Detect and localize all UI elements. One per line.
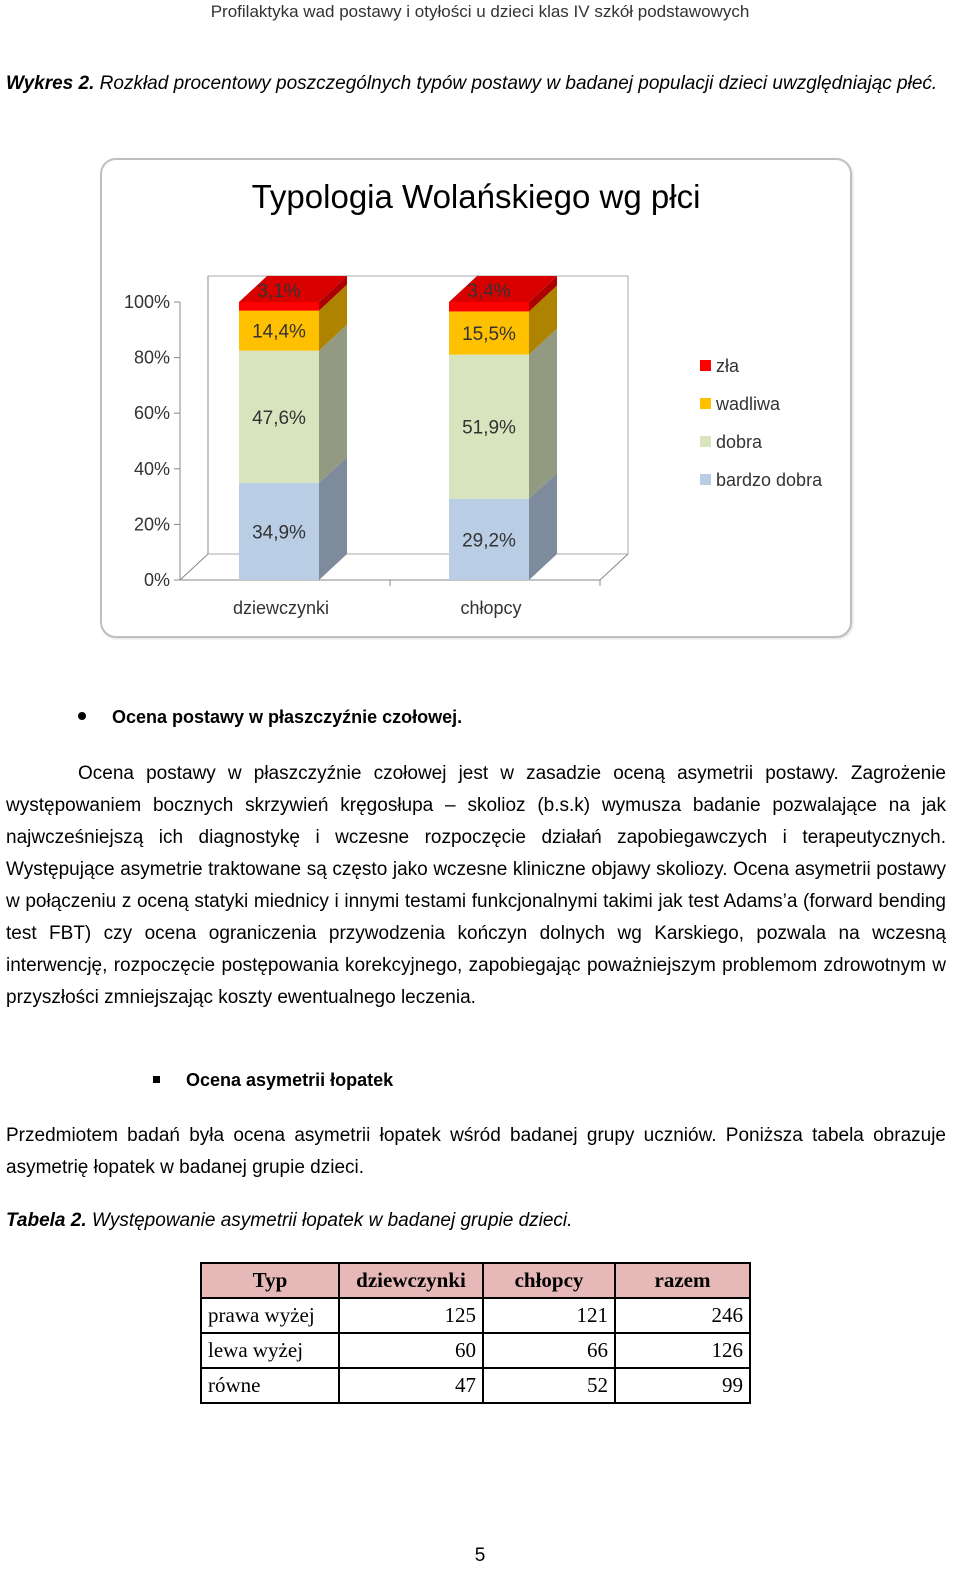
data-label: 3,1%: [257, 281, 301, 302]
data-label: 3,4%: [467, 281, 511, 302]
y-tick-label: 80%: [133, 347, 170, 368]
scapula-asymmetry-table: [200, 1262, 751, 1404]
stacked-bar-chart: [102, 160, 850, 636]
section-scapula-paragraph: [6, 1120, 946, 1184]
x-category-label: chłopcy: [460, 598, 522, 618]
table-row: [201, 1368, 750, 1403]
data-label: 14,4%: [252, 321, 306, 343]
header-typ: Typ: [201, 1263, 339, 1298]
section-frontal-paragraph: [6, 758, 946, 1014]
running-header: Profilaktyka wad postawy i otyłości u dzieci klas IV szkół podstawowych: [210, 2, 750, 21]
data-label: 15,5%: [462, 323, 516, 345]
paragraph-text: Ocena postawy w płaszczyźnie czołowej jest w zasadzie oceną asymetrii postawy. Zagrożenie występowaniem bocznych skrzywień kręgosłupa – skolioz (b.s.k) wymusza badanie pozwalające na jak najwcześniejszą ich diagnostykę i wczesne rozpoczęcie działań zapobiegawczych i terapeutycznych. Występujące asymetrie traktowane są często jako wczesne kliniczne objawy skoliozy. Ocena asymetrii postawy w połączeniu z oceną statyki miednicy i innymi testami funkcjonalnymi takimi jak test Adams’a (forward bending test FBT) czy ocena ograniczenia przywodzenia kończyn dolnych wg Karskiego, pozwala na wczesną interwencję, rozpoczęcie postępowania korekcyjnego, zapobiegając poważniejszym problemom zdrowotnym w przyszłości zmniejszając koszty ewentualnego leczenia.: [6, 763, 946, 1008]
data-label: 29,2%: [462, 530, 516, 552]
cell-type: równe: [201, 1368, 339, 1403]
table-row: [201, 1333, 750, 1368]
cell-total: 126: [615, 1333, 750, 1368]
square-bullet-icon: [153, 1076, 160, 1083]
cell-total: 246: [615, 1298, 750, 1333]
cell-girls: 60: [339, 1333, 483, 1368]
table-row: [201, 1298, 750, 1333]
table-label: Tabela 2.: [6, 1210, 87, 1231]
data-label: 51,9%: [462, 417, 516, 439]
section-scapula-heading-text: Ocena asymetrii łopatek: [186, 1070, 394, 1090]
section-frontal-heading: [78, 707, 462, 728]
bullet-icon: [78, 712, 86, 720]
header-girls: dziewczynki: [339, 1263, 483, 1298]
legend-label: zła: [716, 356, 740, 376]
figure-caption: [6, 68, 952, 100]
cell-girls: 125: [339, 1298, 483, 1333]
y-tick-label: 0%: [143, 570, 170, 590]
x-category-label: dziewczynki: [232, 598, 330, 618]
legend-label: bardzo dobra: [716, 470, 823, 490]
cell-boys: 121: [483, 1298, 615, 1333]
bar-segment-zła: [239, 302, 319, 311]
legend-swatch: [700, 398, 711, 409]
section-frontal-heading-text: Ocena postawy w płaszczyźnie czołowej.: [112, 707, 463, 727]
section-scapula-heading: [153, 1070, 393, 1091]
figure-caption-text: Rozkład procentowy poszczególnych typów postawy w badanej populacji dzieci uwzględniając płeć.: [99, 73, 938, 94]
legend-swatch: [700, 360, 711, 371]
legend-swatch: [700, 474, 711, 485]
y-tick-label: 40%: [133, 458, 170, 479]
paragraph-text: Przedmiotem badań była ocena asymetrii łopatek wśród badanej grupy uczniów. Poniższa tabela obrazuje asymetrię łopatek w badanej grupie dzieci.: [6, 1125, 946, 1178]
y-tick-label: 100%: [123, 292, 170, 312]
table-caption: [6, 1205, 952, 1237]
cell-total: 99: [615, 1368, 750, 1403]
chart-floor-right: [600, 554, 628, 580]
cell-type: prawa wyżej: [201, 1298, 339, 1333]
legend-swatch: [700, 436, 711, 447]
data-label: 47,6%: [252, 407, 306, 429]
y-tick-label: 60%: [133, 403, 170, 424]
cell-type: lewa wyżej: [201, 1333, 339, 1368]
chart-depth-edge: [180, 554, 208, 580]
bar-side-dobra: [319, 325, 347, 483]
legend-label: wadliwa: [716, 394, 781, 414]
page-number: 5: [474, 1545, 486, 1566]
chart-container: [100, 158, 852, 638]
header-boys: chłopcy: [483, 1263, 615, 1298]
cell-boys: 66: [483, 1333, 615, 1368]
chart-title: Typologia Wolańskiego wg płci: [251, 178, 701, 215]
bar-segment-zła: [449, 302, 529, 311]
data-label: 34,9%: [252, 522, 306, 544]
figure-label: Wykres 2.: [6, 73, 95, 94]
cell-boys: 52: [483, 1368, 615, 1403]
cell-girls: 47: [339, 1368, 483, 1403]
table-header-row: [201, 1263, 750, 1298]
bar-side-dobra: [529, 329, 557, 499]
legend-label: dobra: [716, 432, 763, 452]
header-total: razem: [615, 1263, 750, 1298]
table-caption-text: Występowanie asymetrii łopatek w badanej grupie dzieci.: [91, 1210, 573, 1231]
y-tick-label: 20%: [133, 514, 170, 535]
